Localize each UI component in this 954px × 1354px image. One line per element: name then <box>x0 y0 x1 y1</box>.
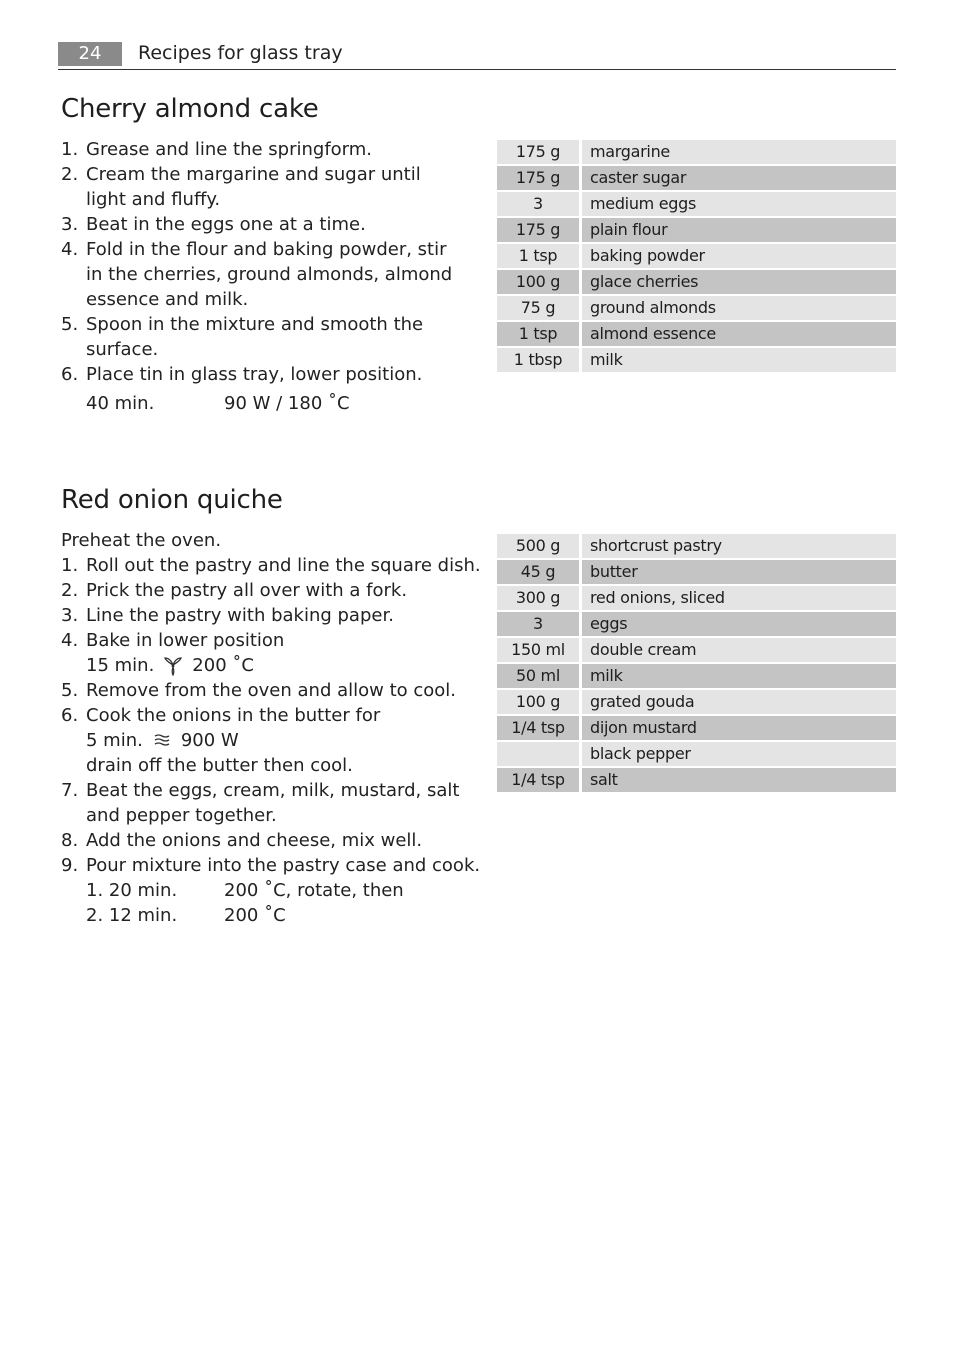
ingredient-row: 1 tsp almond essence <box>497 322 896 346</box>
ingredient-row: 1/4 tsp dijon mustard <box>497 716 896 740</box>
recipe2-step: 4. Bake in lower position <box>61 630 285 651</box>
recipe1-setting: 40 min. 90 W / 180 ˚C <box>86 393 350 414</box>
recipe2-step: 6. Cook the onions in the butter for <box>61 705 381 726</box>
recipe1-steps <box>61 137 481 416</box>
recipe-title-cherry-almond-cake: Cherry almond cake <box>61 94 319 124</box>
recipe2-step6-after: drain off the butter then cool. <box>86 755 353 776</box>
ingredient-row: black pepper <box>497 742 896 766</box>
ingredient-row: 45 g butter <box>497 560 896 584</box>
ingredient-row: 150 ml double cream <box>497 638 896 662</box>
recipe1-step: 5. Spoon in the mixture and smooth the surface. <box>61 314 424 360</box>
recipe2-ingredients-table <box>497 534 896 794</box>
microwave-icon <box>151 731 173 751</box>
page-header <box>58 40 896 70</box>
ingredient-row: 1/4 tsp salt <box>497 768 896 792</box>
ingredient-row: 100 g grated gouda <box>497 690 896 714</box>
recipe2-step9-line: 2. 12 min. 200 ˚C <box>86 905 286 926</box>
section-title: Recipes for glass tray <box>138 42 343 64</box>
recipe2-step: 5. Remove from the oven and allow to cool. <box>61 680 457 701</box>
recipe2-intro: Preheat the oven. <box>61 530 222 551</box>
ingredient-row: 500 g shortcrust pastry <box>497 534 896 558</box>
ingredient-row: 75 g ground almonds <box>497 296 896 320</box>
fan-icon <box>162 656 184 676</box>
recipe1-step: 2. Cream the margarine and sugar until light and fluffy. <box>61 164 421 210</box>
recipe2-steps <box>61 528 486 928</box>
recipe1-step: 6. Place tin in glass tray, lower position. <box>61 364 423 385</box>
recipe2-step9-line: 1. 20 min. 200 ˚C, rotate, then <box>86 880 404 901</box>
recipe2-step6-setting: 5 min. 900 W <box>86 730 239 751</box>
recipe2-step: 7. Beat the eggs, cream, milk, mustard, salt and pepper together. <box>61 780 460 826</box>
ingredient-row: 1 tsp baking powder <box>497 244 896 268</box>
recipe2-step: 1. Roll out the pastry and line the square dish. <box>61 555 481 576</box>
ingredient-row: 175 g margarine <box>497 140 896 164</box>
ingredient-row: 100 g glace cherries <box>497 270 896 294</box>
ingredient-row: 1 tbsp milk <box>497 348 896 372</box>
ingredient-row: 3 medium eggs <box>497 192 896 216</box>
recipe1-ingredients-table <box>497 140 896 374</box>
ingredient-row: 175 g plain flour <box>497 218 896 242</box>
ingredient-row: 3 eggs <box>497 612 896 636</box>
recipe2-step4-setting: 15 min. 200 ˚C <box>86 655 254 676</box>
recipe1-step: 4. Fold in the flour and baking powder, stir in the cherries, ground almonds, almond essence and milk. <box>61 239 453 310</box>
recipe2-step: 9. Pour mixture into the pastry case and cook. <box>61 855 481 876</box>
recipe2-step: 3. Line the pastry with baking paper. <box>61 605 394 626</box>
ingredient-row: 300 g red onions, sliced <box>497 586 896 610</box>
recipe2-step: 8. Add the onions and cheese, mix well. <box>61 830 423 851</box>
recipe2-step: 2. Prick the pastry all over with a fork. <box>61 580 408 601</box>
recipe1-step: 1. Grease and line the springform. <box>61 139 373 160</box>
recipe-title-red-onion-quiche: Red onion quiche <box>61 485 283 515</box>
recipe1-step: 3. Beat in the eggs one at a time. <box>61 214 366 235</box>
ingredient-row: 50 ml milk <box>497 664 896 688</box>
page-number: 24 <box>58 42 122 66</box>
ingredient-row: 175 g caster sugar <box>497 166 896 190</box>
